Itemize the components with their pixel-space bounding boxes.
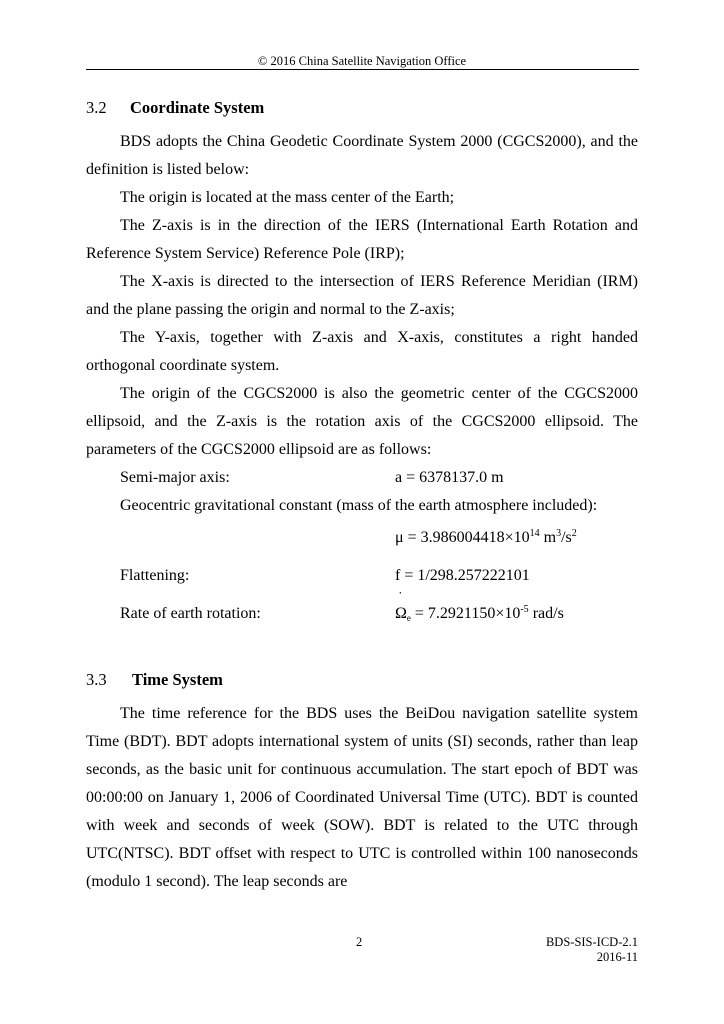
gravity-exponent: 14 (529, 528, 540, 539)
param-earth-rotation (86, 590, 638, 628)
section-heading-3-2 (86, 96, 638, 120)
doc-date: 2016-11 (596, 950, 638, 964)
gravity-unit-s: /s (561, 529, 572, 546)
section-heading-3-3 (86, 668, 638, 692)
page-header: © 2016 China Satellite Navigation Office (257, 54, 467, 68)
paragraph: The X-axis is directed to the intersection of IERS Reference Meridian (IRM) and the plane passing the origin and normal to the Z-axis; (86, 273, 638, 318)
param-label: Flattening: (120, 567, 190, 584)
paragraph: The origin is located at the mass center of the Earth; (120, 189, 455, 206)
gravity-unit-s-exponent: 2 (571, 528, 577, 539)
gravity-unit-m-exponent: 3 (556, 528, 562, 539)
document-body (86, 96, 638, 896)
rotation-mantissa: = 7.2921150×10 (410, 605, 521, 622)
gravity-unit-m: m (539, 529, 557, 546)
omega-symbol (395, 590, 407, 628)
header-rule (86, 69, 639, 70)
param-flattening (86, 552, 638, 590)
param-value: a = 6378137.0 m (395, 469, 504, 486)
paragraph: The time reference for the BDS uses the BeiDou navigation satellite system Time (BDT). BDT adopts international system of units (SI) seconds, rather than leap seconds, as the basic unit for continuous accumulation. The start epoch of BDT was 00:00:00 on January 1, 2006 of Coordinated Universal Time (UTC). BDT is counted with week and seconds of week (SOW). BDT is related to the UTC through UTC(NTSC). BDT offset with respect to UTC is controlled within 100 nanoseconds (modulo 1 second). The leap seconds are (86, 705, 638, 890)
paragraph: BDS adopts the China Geodetic Coordinate System 2000 (CGCS2000), and the definition is listed below: (86, 133, 638, 178)
omega-letter: Ω (395, 605, 407, 622)
rotation-unit: rad/s (528, 605, 564, 622)
doc-id: BDS-SIS-ICD-2.1 (545, 935, 638, 949)
param-value (395, 590, 564, 628)
param-label: Semi-major axis: (120, 469, 230, 486)
gravity-mantissa: μ = 3.986004418×10 (395, 529, 530, 546)
param-label: Rate of earth rotation: (120, 605, 261, 622)
param-semi-major-axis (86, 464, 638, 492)
section-number: 3.3 (86, 670, 107, 689)
param-gravity-label: Geocentric gravitational constant (mass of the earth atmosphere included): (120, 497, 598, 514)
document-id (546, 935, 638, 965)
param-value (395, 524, 577, 552)
paragraph: The Y-axis, together with Z-axis and X-axis, constitutes a right handed orthogonal coordinate system. (86, 329, 638, 374)
paragraph: The Z-axis is in the direction of the IERS (International Earth Rotation and Reference System Service) Reference Pole (IRP); (86, 217, 638, 262)
omega-dot: ˙ (398, 590, 403, 605)
param-value: f = 1/298.257222101 (395, 567, 530, 584)
rotation-exponent: -5 (520, 604, 529, 615)
section-number: 3.2 (86, 98, 107, 117)
section-title: Time System (132, 670, 223, 689)
page-number: 2 (356, 935, 363, 949)
paragraph: The origin of the CGCS2000 is also the geometric center of the CGCS2000 ellipsoid, and the Z-axis is the rotation axis of the CGCS2000 ellipsoid. The parameters of the CGCS2000 ellipsoid are as follows: (86, 385, 638, 458)
param-gravity-value (86, 520, 638, 552)
section-title: Coordinate System (130, 98, 265, 117)
omega-subscript: e (406, 613, 411, 623)
